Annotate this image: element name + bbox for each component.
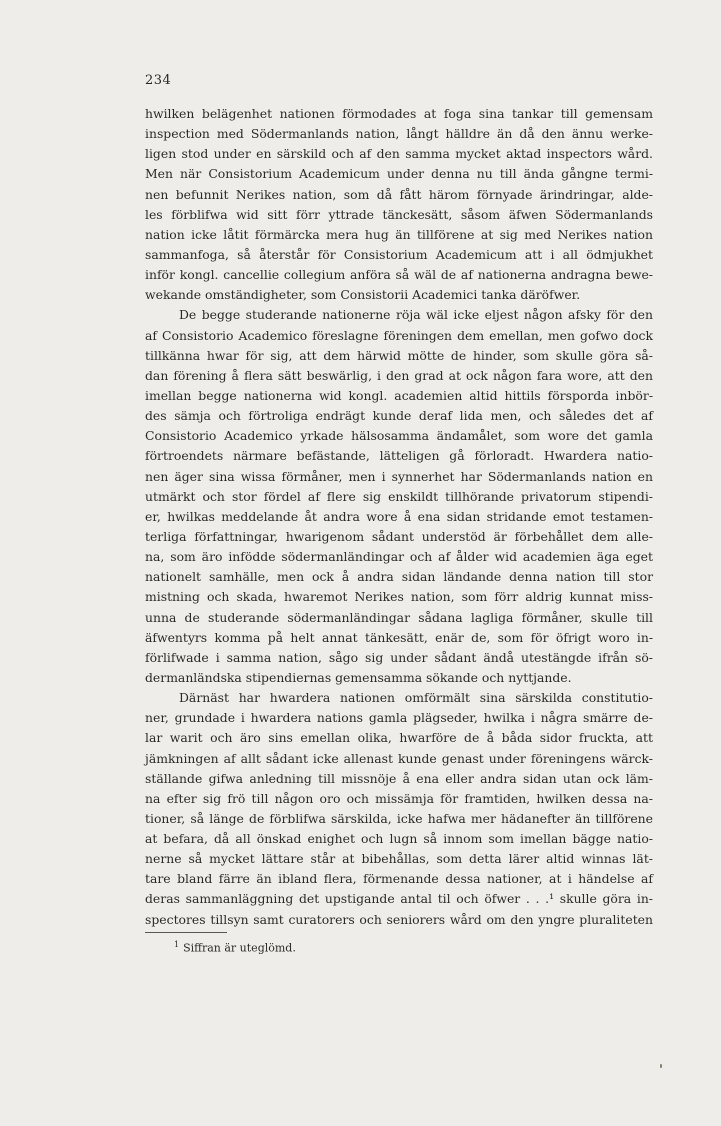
text-line: nen äger sina wissa förmåner, men i synnerhet har Södermanlands nation en — [145, 468, 653, 484]
text-line: ligen stod under en särskild och af den samma mycket aktad inspectors wård. — [145, 146, 653, 162]
text-line: af Consistorio Academico föreslagne föreningen dem emellan, men gofwo dock — [145, 327, 653, 343]
text-line: nen befunnit Nerikes nation, som då fått härom förnyade ärindringar, alde- — [145, 186, 653, 202]
text-line: tare bland färre än ibland flera, förmenande dessa nationer, at i händelse af — [145, 871, 653, 887]
text-line: nerne så mycket lättare står at bibehållas, som detta lärer altid winnas lät- — [145, 851, 653, 867]
text-line: ner, grundade i hwardera nations gamla plägseder, hwilka i några smärre de- — [145, 710, 653, 726]
footnote — [174, 937, 296, 957]
text-line: spectores tillsyn samt curatorers och seniorers wård om den yngre pluraliteten — [145, 911, 653, 927]
text-line: nation icke låtit förmärcka mera hug än tillförene at sig med Nerikes nation — [145, 226, 653, 242]
text-line: hwilken belägenhet nationen förmodades at foga sina tankar till gemensam — [145, 106, 653, 121]
text-line: utmärkt och stor fördel af flere sig enskildt tillhörande privatorum stipendi- — [145, 488, 653, 504]
text-line: tioner, så länge de förblifwa särskilda, icke hafwa mer hädanefter än tillförene — [145, 810, 653, 826]
text-line: äfwentyrs komma på helt annat tänkesätt, enär de, som för öfrigt woro in- — [145, 629, 653, 645]
text-line: terliga författningar, hwarigenom sådant understöd är förbehållet dem alle- — [145, 528, 653, 544]
ink-speck — [660, 1064, 662, 1068]
text-line: inspection med Södermanlands nation, långt hälldre än då den ännu werke- — [145, 126, 653, 142]
text-line: ställande gifwa anledning till missnöje å ena eller andra sidan utan ock läm- — [145, 770, 653, 786]
page-number: 234 — [145, 73, 172, 88]
text-line: jämkningen af allt sådant icke allenast kunde genast under föreningens wärck- — [145, 750, 653, 766]
text-line: des sämja och förtroliga endrägt kunde deraf lida men, och således det af — [145, 408, 653, 424]
footnote-text: Siffran är uteglömd. — [183, 941, 296, 955]
text-line: Consistorio Academico yrkade hälsosamma ändamålet, som wore det gamla — [145, 428, 653, 444]
paragraph-start-line: Därnäst har hwardera nationen omförmält sina särskilda constitutio- — [179, 690, 653, 706]
text-line: inför kongl. cancellie collegium anföra så wäl de af nationerna andragna bewe- — [145, 267, 653, 283]
text-line: förlifwade i samma nation, sågo sig under sådant ändå utestängde ifrån sö- — [145, 649, 653, 665]
text-line: tillkänna hwar för sig, att dem härwid mötte de hinder, som skulle göra så- — [145, 347, 653, 363]
text-line: mistning och skada, hwaremot Nerikes nation, som förr aldrig kunnat miss- — [145, 589, 653, 605]
text-line: unna de studerande södermanländingar sådana lagliga förmåner, skulle till — [145, 609, 653, 625]
text-line: na, som äro infödde södermanländingar och af ålder wid academien äga eget — [145, 549, 653, 565]
text-line: Men när Consistorium Academicum under denna nu till ända gångne termi- — [145, 166, 653, 182]
body-text — [145, 104, 653, 930]
text-line: förtroendets närmare befästande, lätteligen gå förloradt. Hwardera natio- — [145, 448, 653, 464]
text-line: at befara, då all önskad enighet och lugn så innom som imellan bägge natio- — [145, 831, 653, 847]
text-line: imellan begge nationerna wid kongl. academien altid hittils försporda inbör- — [145, 387, 653, 403]
paragraph-start-line: De begge studerande nationerne röja wäl icke eljest någon afsky för den — [179, 307, 653, 323]
text-line: dan förening å flera sätt beswärlig, i den grad at ock någon fara wore, att den — [145, 367, 653, 383]
footnote-marker: 1 — [174, 940, 180, 949]
text-line: er, hwilkas meddelande åt andra wore å ena sidan stridande emot testamen- — [145, 508, 653, 524]
text-line: sammanfoga, så återstår för Consistorium Academicum att i all ödmjukhet — [145, 246, 653, 262]
text-line: na efter sig frö till någon oro och missämja för framtiden, hwilken dessa na- — [145, 790, 653, 806]
text-line: lar warit och äro sins emellan olika, hwarföre de å båda sidor fruckta, att — [145, 730, 653, 746]
text-line: deras sammanläggning det upstigande antal til och öfwer . . .¹ skulle göra in- — [145, 891, 653, 907]
text-line: dermanländska stipendiernas gemensamma sökande och nyttjande. — [145, 669, 572, 685]
text-line: nationelt samhälle, men ock å andra sidan ländande denna nation till stor — [145, 569, 653, 585]
text-line: les förblifwa wid sitt förr yttrade tänckesätt, såsom äfwen Södermanlands — [145, 206, 653, 222]
footnote-divider — [145, 932, 227, 933]
text-line: wekande omständigheter, som Consistorii Academici tanka däröfwer. — [145, 287, 581, 303]
